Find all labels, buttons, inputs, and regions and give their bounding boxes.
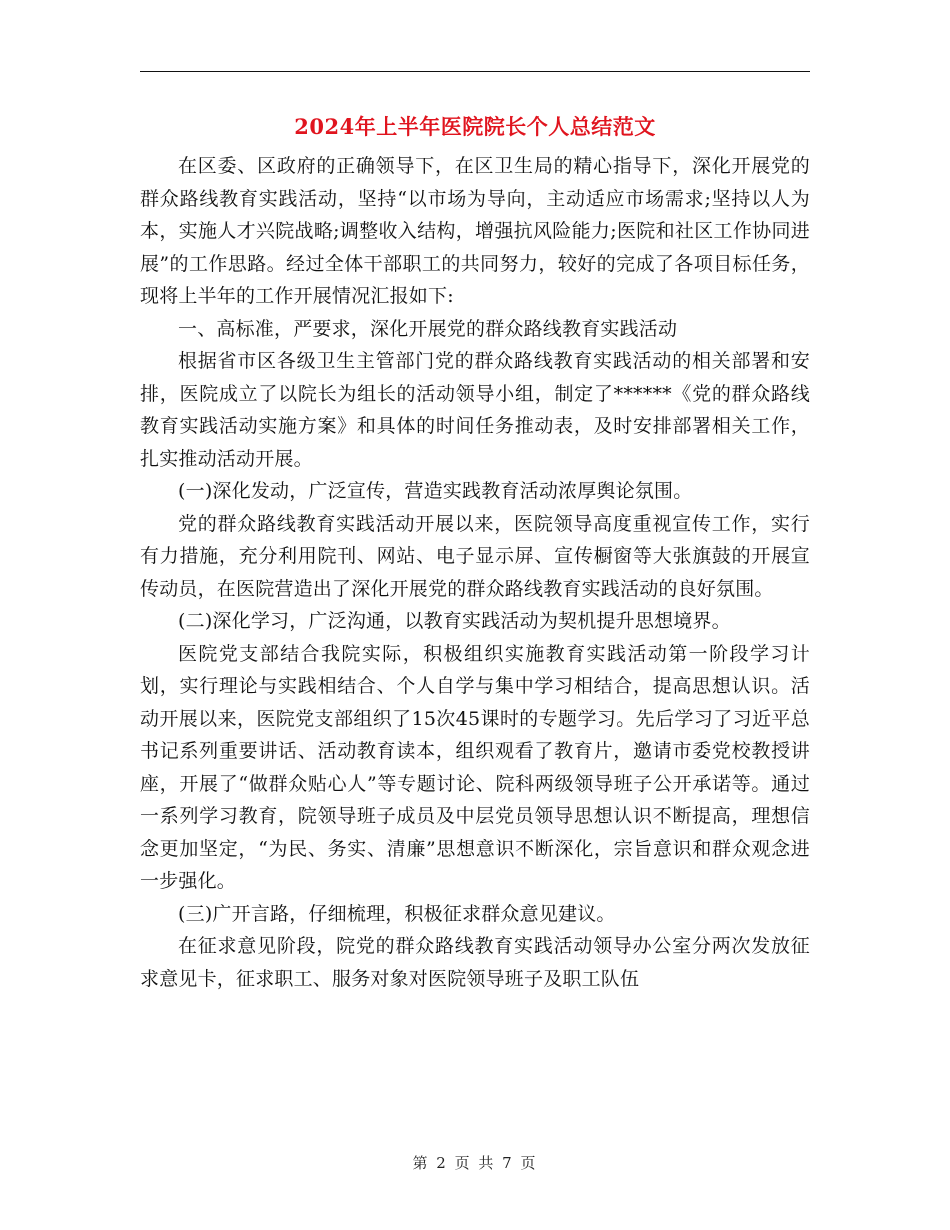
page-footer: 第 2 页 共 7 页: [412, 1154, 538, 1172]
subheading-2: (二)深化学习，广泛沟通，以教育实践活动为契机提升思想境界。: [178, 610, 731, 632]
paragraph-intro: 在区委、区政府的正确领导下，在区卫生局的精心指导下，深化开展党的群众路线教育实践活动，坚持“以市场为导向，主动适应市场需求;坚持以人为本，实施人才兴院战略;调整收入结构，增强抗风险能力;医院和社区工作协同进展”的工作思路。经过全体干部职工的共同努力，较好的完成了各项目标任务，现将上半年的工作开展情况汇报如下:: [140, 155, 810, 307]
paragraph-subsection-2: 医院党支部结合我院实际，积极组织实施教育实践活动第一阶段学习计划，实行理论与实践相结合、个人自学与集中学习相结合，提高思想认识。活动开展以来，医院党支部组织了15次45课时的专题学习。先后学习了习近平总书记系列重要讲话、活动教育读本，组织观看了教育片，邀请市委党校教授讲座，开展了“做群众贴心人”等专题讨论、院科两级领导班子公开承诺等。通过一系列学习教育，院领导班子成员及中层党员领导思想认识不断提高，理想信念更加坚定，“为民、务实、清廉”思想意识不断深化，宗旨意识和群众观念进一步强化。: [140, 642, 810, 892]
document-body: [140, 150, 810, 995]
paragraph-subsection-3: 在征求意见阶段，院党的群众路线教育实践活动领导办公室分两次发放征求意见卡，征求职工、服务对象对医院领导班子及职工队伍: [140, 935, 810, 990]
document-title: 2024年上半年医院院长个人总结范文: [294, 114, 656, 139]
subheading-3: (三)广开言路，仔细梳理，积极征求群众意见建议。: [178, 902, 616, 925]
paragraph-subsection-1: 党的群众路线教育实践活动开展以来，医院领导高度重视宣传工作，实行有力措施，充分利用院刊、网站、电子显示屏、宣传橱窗等大张旗鼓的开展宣传动员，在医院营造出了深化开展党的群众路线教育实践活动的良好氛围。: [140, 512, 810, 600]
paragraph-section-1: 根据省市区各级卫生主管部门党的群众路线教育实践活动的相关部署和安排，医院成立了以院长为组长的活动领导小组，制定了******《党的群众路线教育实践活动实施方案》和具体的时间任务推动表，及时安排部署相关工作，扎实推动活动开展。: [140, 350, 810, 470]
subheading-1: (一)深化发动，广泛宣传，营造实践教育活动浓厚舆论氛围。: [178, 480, 693, 502]
header-rule: [140, 71, 810, 72]
section-heading-1: 一、高标准，严要求，深化开展党的群众路线教育实践活动: [178, 317, 678, 340]
